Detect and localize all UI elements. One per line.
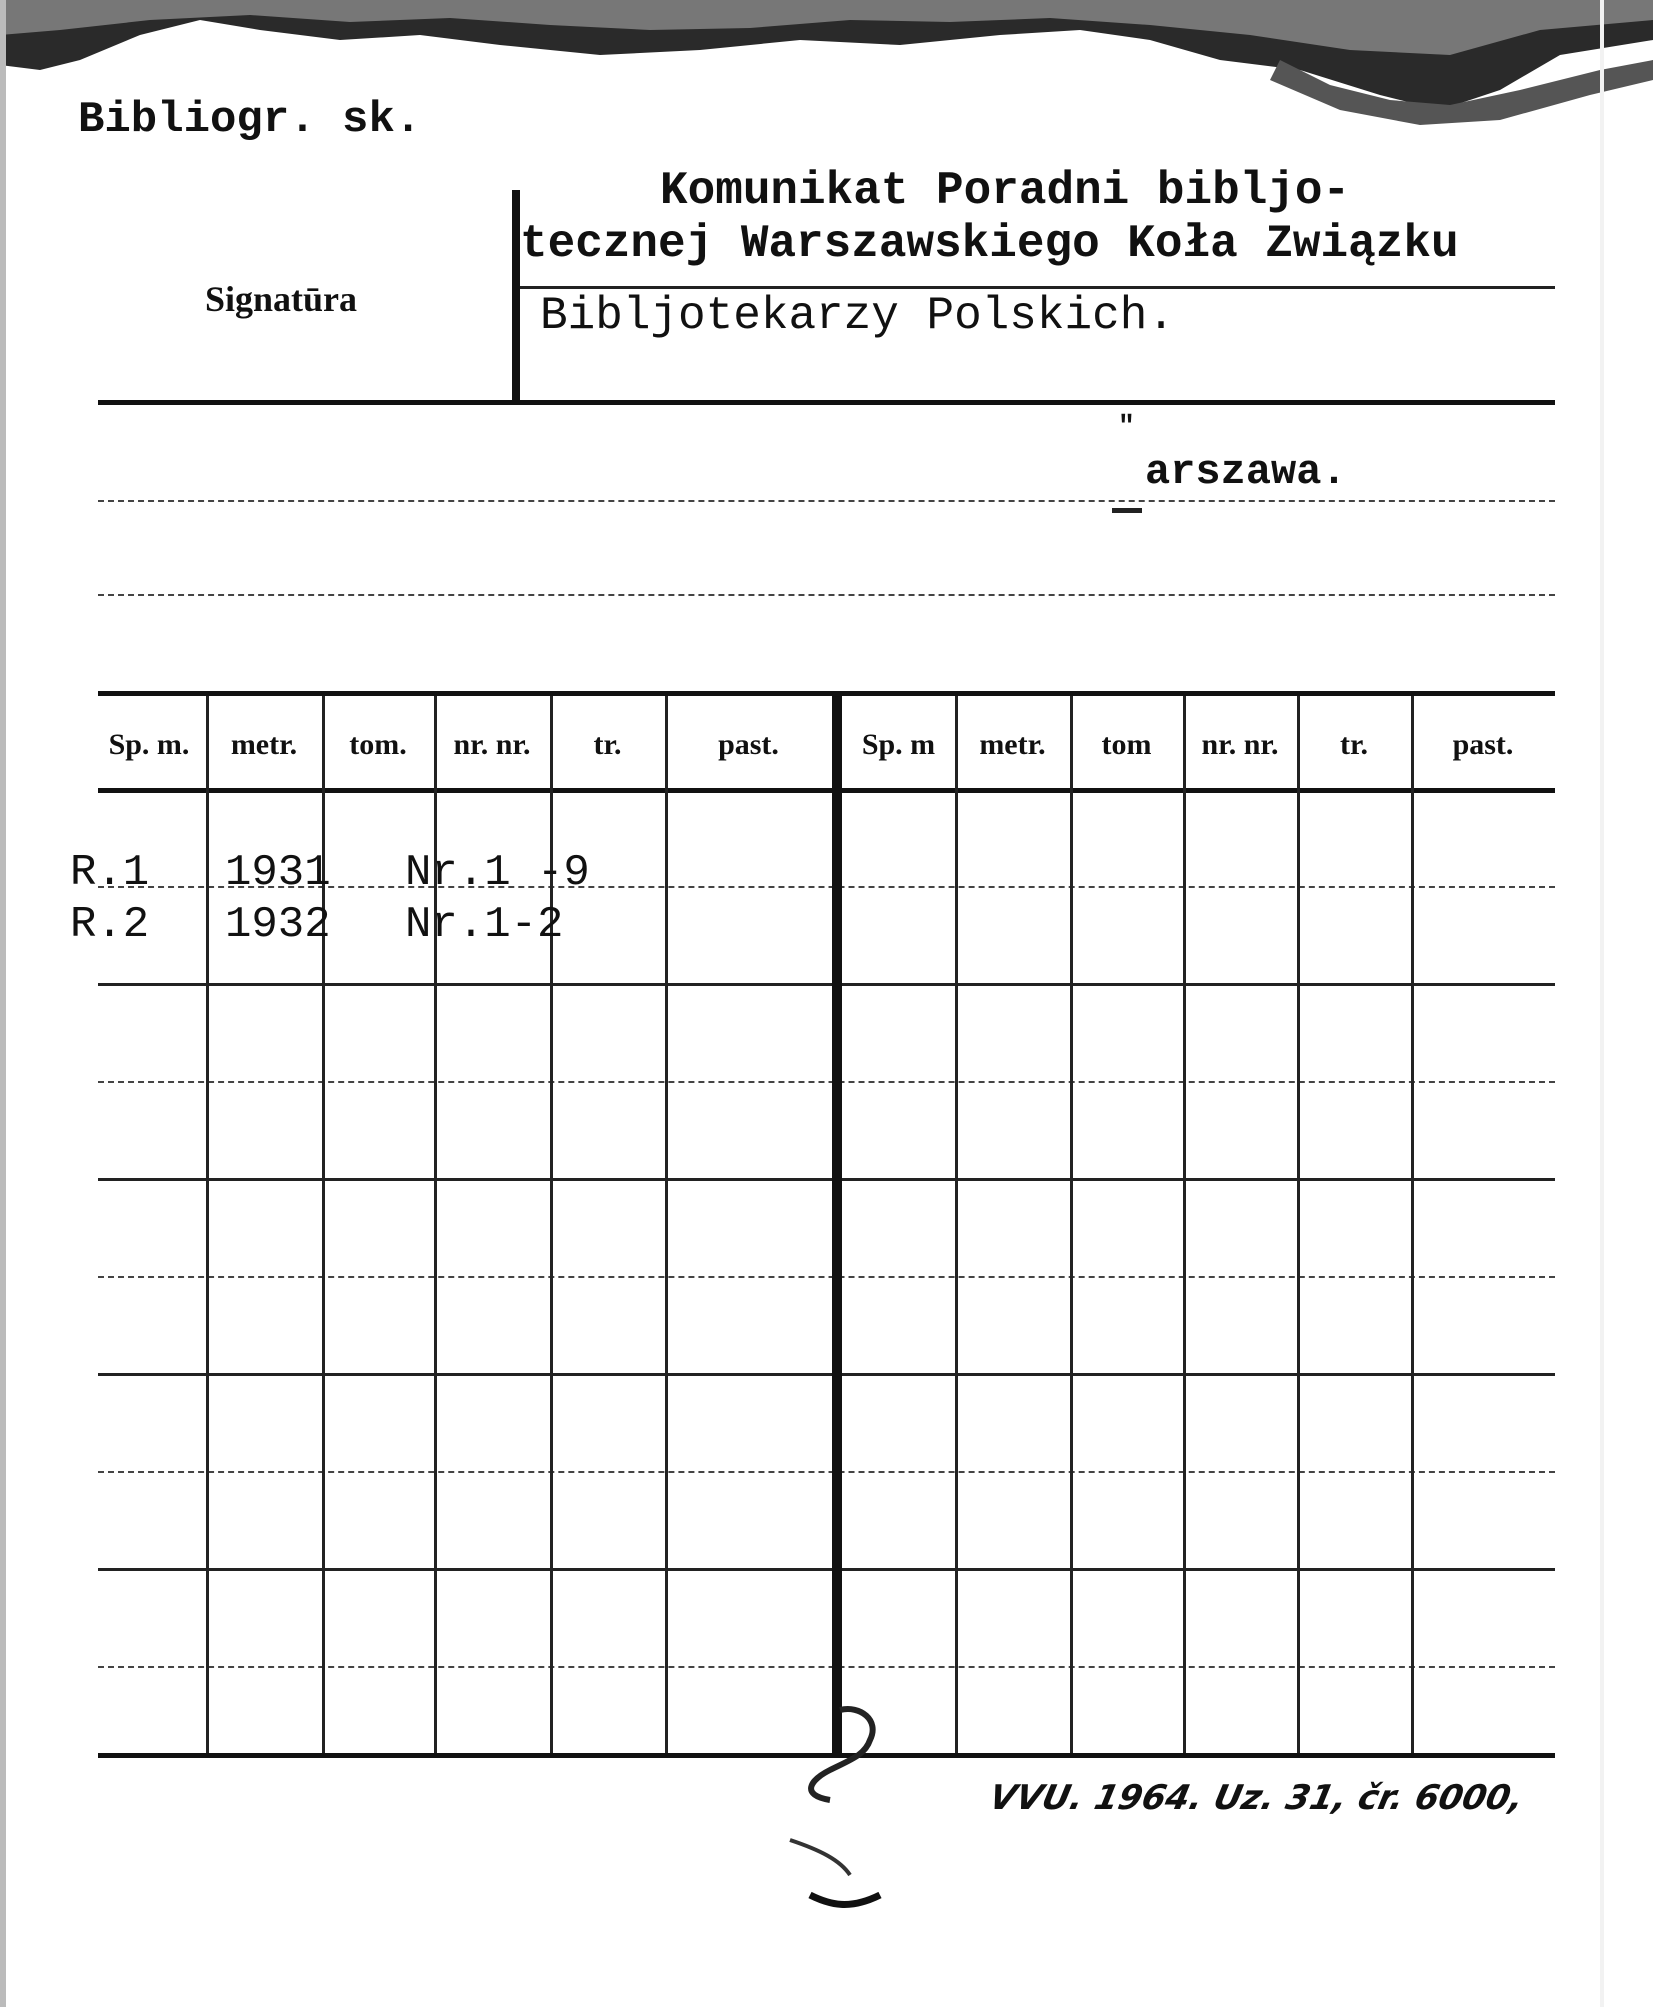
col-header-metr: metr.	[230, 728, 298, 761]
col-line-l5	[665, 696, 668, 1753]
row1-nr: Nr.1 -9	[405, 848, 590, 898]
place-mark: "	[1118, 412, 1135, 443]
header-divider	[512, 190, 520, 400]
table-row-line-6	[98, 1373, 1555, 1376]
col-header-sp-m-right: Sp. m	[861, 728, 936, 761]
col-header-tom: tom.	[349, 728, 407, 761]
col-header-tom-right: tom	[1101, 728, 1152, 761]
title-line-2: tecznej Warszawskiego Koła Związku	[520, 218, 1459, 270]
row1-sp: R.1	[70, 848, 150, 898]
place-text: arszawa.	[1145, 448, 1347, 496]
table-row-line-8	[98, 1568, 1555, 1571]
left-edge-shadow	[0, 0, 6, 2007]
table-row-line-9	[98, 1666, 1555, 1668]
col-line-r2	[1070, 696, 1073, 1753]
col-line-r3	[1183, 696, 1186, 1753]
col-header-nr-nr-right: nr. nr.	[1201, 728, 1279, 761]
blank-line-1	[98, 500, 1555, 502]
handwritten-note: VVU. 1964. Uz. 31, čr. 6000,	[985, 1778, 1528, 1818]
row1-metr: 1931	[225, 848, 331, 898]
table-header-rule	[98, 788, 1555, 793]
col-header-tr-right: tr.	[1339, 728, 1369, 761]
section-code: Bibliogr. sk.	[78, 95, 422, 145]
scan-blemish	[770, 1700, 930, 1930]
row2-nr: Nr.1-2	[405, 900, 564, 950]
col-header-nr-nr: nr. nr.	[453, 728, 531, 761]
row2-metr: 1932	[225, 900, 331, 950]
header-bottom-rule	[98, 400, 1555, 405]
table-row-line-7	[98, 1471, 1555, 1473]
col-header-tr: tr.	[593, 728, 622, 761]
col-line-r1	[955, 696, 958, 1753]
col-header-sp-m: Sp. m.	[108, 728, 190, 761]
title-line-1: Komunikat Poradni biblјo-	[660, 165, 1351, 217]
signature-label: Signatūra	[205, 279, 358, 319]
table-row-line-3	[98, 1081, 1555, 1083]
table-center-divider	[832, 696, 842, 1753]
col-line-r5	[1411, 696, 1414, 1753]
table-row-line-2	[98, 983, 1555, 986]
row2-sp: R.2	[70, 900, 150, 950]
place-mark-underline	[1112, 508, 1142, 513]
col-line-l1	[206, 696, 209, 1753]
col-header-metr-right: metr.	[979, 728, 1046, 761]
table-top-rule	[98, 691, 1555, 696]
table-row-line-4	[98, 1178, 1555, 1181]
col-line-r4	[1297, 696, 1300, 1753]
col-header-past-right: past.	[1452, 728, 1514, 761]
title-underline	[520, 286, 1555, 289]
col-header-past: past.	[718, 728, 779, 761]
right-edge-shadow	[1600, 0, 1604, 2007]
blank-line-2	[98, 594, 1555, 596]
title-line-3: Bibljotekarzy Polskich.	[540, 290, 1175, 342]
table-row-line-5	[98, 1276, 1555, 1278]
